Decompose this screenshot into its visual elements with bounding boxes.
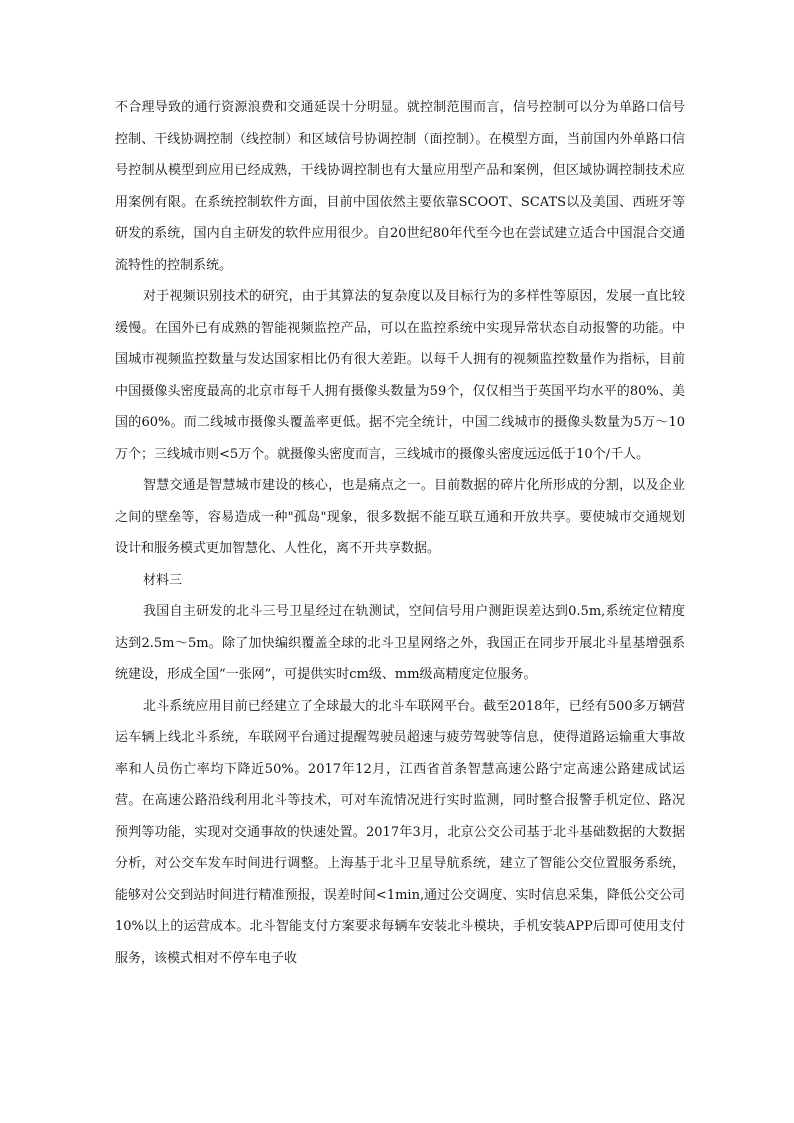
paragraph-video-recognition: 对于视频识别技术的研究，由于其算法的复杂度以及目标行为的多样性等原因，发展一直比较缓慢。在国外已有成熟的智能视频监控产品，可以在监控系统中实现异常状态自动报警的功能。中国城市视频监控数量与发达国家相比仍有很大差距。以每千人拥有的视频监控数量作为指标，目前中国摄像头密度最高的北京市每千人拥有摄像头数量为59个，仅仅相当于英国平均水平的80%、美国的60%。而二线城市摄像头覆盖率更低。据不完全统计，中国二线城市的摄像头数量为5万～10万个；三线城市则<5万个。就摄像头密度而言，三线城市的摄像头密度远远低于10个/千人。 bbox=[115, 289, 685, 462]
section-heading-material-three: 材料三 bbox=[143, 572, 183, 588]
paragraph-signal-control: 不合理导致的通行资源浪费和交通延误十分明显。就控制范围而言，信号控制可以分为单路口信号控制、干线协调控制（线控制）和区域信号协调控制（面控制）。在模型方面，当前国内外单路口信号控制从模型到应用已经成熟，干线协调控制也有大量应用型产品和案例，但区域协调控制技术应用案例有限。在系统控制软件方面，目前中国依然主要依靠SCOOT、SCATS以及美国、西班牙等研发的系统，国内自主研发的软件应用很少。自20世纪80年代至今也在尝试建立适合中国混合交通流特性的控制系统。 bbox=[115, 100, 685, 273]
paragraph-beidou-satellite: 我国自主研发的北斗三号卫星经过在轨测试，空间信号用户测距误差达到0.5m,系统定位精度达到2.5m～5m。除了加快编织覆盖全球的北斗卫星网络之外，我国正在同步开展北斗星基增强系统建设，形成全国“一张网”，可提供实时cm级、mm级高精度定位服务。 bbox=[115, 604, 685, 682]
paragraph-smart-transport: 智慧交通是智慧城市建设的核心，也是痛点之一。目前数据的碎片化所形成的分割，以及企业之间的壁垒等，容易造成一种"孤岛"现象，很多数据不能互联互通和开放共享。要使城市交通规划设计和服务模式更加智慧化、人性化，离不开共享数据。 bbox=[115, 478, 685, 556]
paragraph-beidou-applications: 北斗系统应用目前已经建立了全球最大的北斗车联网平台。截至2018年，已经有500多万辆营运车辆上线北斗系统，车联网平台通过提醒驾驶员超速与疲劳驾驶等信息，使得道路运输重大事故率和人员伤亡率均下降近50%。2017年12月，江西省首条智慧高速公路宁定高速公路建成试运营。在高速公路沿线利用北斗等技术，可对车流情况进行实时监测，同时整合报警手机定位、路况预判等功能，实现对交通事故的快速处置。2017年3月，北京公交公司基于北斗基础数据的大数据分析，对公交车发车时间进行调整。上海基于北斗卫星导航系统，建立了智能公交位置服务系统，能够对公交到站时间进行精准预报，误差时间<1min,通过公交调度、实时信息采集，降低公交公司10%以上的运营成本。北斗智能支付方案要求每辆车安装北斗模块，手机安装APP后即可使用支付服务，该模式相对不停车电子收 bbox=[115, 698, 685, 966]
document-body bbox=[115, 92, 685, 974]
